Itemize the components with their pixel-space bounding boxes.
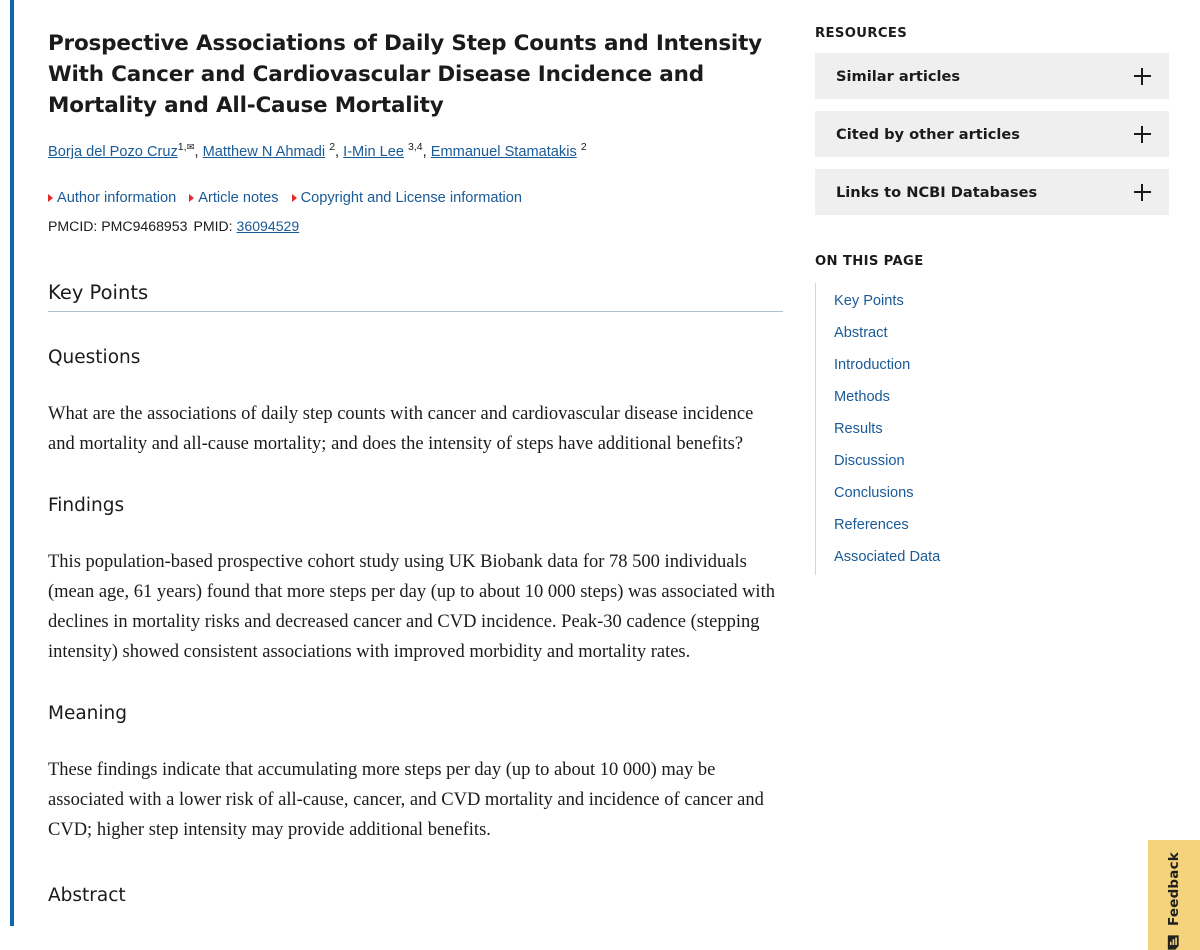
author-link[interactable]: I-Min Lee: [343, 144, 404, 160]
left-accent-rail: [10, 0, 14, 926]
resource-label: Links to NCBI Databases: [836, 183, 1038, 201]
article-identifiers: [48, 217, 784, 235]
author-affiliation-marker: 1,✉: [177, 141, 195, 154]
on-this-page-label: ON THIS PAGE: [815, 254, 924, 269]
author-link[interactable]: Borja del Pozo Cruz: [48, 144, 178, 160]
on-this-page-section: [815, 254, 1169, 575]
resource-similar-articles[interactable]: [815, 53, 1169, 99]
otp-item-methods[interactable]: Methods: [834, 389, 890, 405]
otp-item-references[interactable]: References: [834, 517, 909, 533]
main-content-column: [48, 0, 784, 906]
otp-item-introduction[interactable]: Introduction: [834, 357, 911, 373]
author-link[interactable]: Emmanuel Stamatakis: [430, 144, 577, 160]
author-affiliation-marker: 2: [329, 141, 336, 154]
on-this-page-nav: [815, 283, 1169, 575]
author-separator: ,: [335, 144, 344, 160]
author-affiliation-marker: 3,4: [408, 141, 423, 154]
sidebar: [815, 26, 1169, 575]
findings-heading: Findings: [48, 495, 125, 516]
triangle-right-icon: [48, 194, 53, 202]
plus-icon[interactable]: [1134, 126, 1151, 143]
questions-heading: Questions: [48, 347, 141, 368]
abstract-heading: Abstract: [48, 885, 126, 906]
meta-link-label[interactable]: Article notes: [198, 190, 279, 206]
envelope-icon: ✉: [186, 142, 195, 154]
author-list: [48, 142, 784, 162]
feedback-tab[interactable]: [1148, 840, 1200, 950]
findings-text: This population-based prospective cohort study using UK Biobank data for 78 500 individuals (mean age, 61 years) found that more steps per day (up to about 10 000 steps) was associated with declines in mortality risks and decreased cancer and CVD incidence. Peak-30 cadence (stepping intensity) showed consistent associations with improved morbidity and mortality rates.: [48, 552, 775, 662]
pmcid-label: PMCID:: [48, 218, 98, 234]
otp-item-discussion[interactable]: Discussion: [834, 453, 905, 469]
otp-item-results[interactable]: Results: [834, 421, 883, 437]
key-points-section: [48, 281, 784, 845]
resources-label: RESOURCES: [815, 26, 908, 41]
otp-item-conclusions[interactable]: Conclusions: [834, 485, 914, 501]
resource-cited-by-other-articles[interactable]: [815, 111, 1169, 157]
meaning-text: These findings indicate that accumulating more steps per day (up to about 10 000) may be associated with a lower risk of all-cause, cancer, and CVD mortality and incidence of cancer and CVD; higher step intensity may provide additional benefits.: [48, 760, 764, 840]
page-title: Prospective Associations of Daily Step Counts and Intensity With Cancer and Cardiovascular Disease Incidence and Mortality and All-Cause Mortality: [48, 31, 762, 118]
feedback-label: Feedback: [1166, 852, 1182, 927]
resource-label: Cited by other articles: [836, 125, 1020, 143]
meaning-heading: Meaning: [48, 703, 128, 724]
questions-text: What are the associations of daily step counts with cancer and cardiovascular disease incidence and mortality and all-cause mortality; and does the intensity of steps have additional benefits?: [48, 404, 754, 454]
meta-link-label[interactable]: Copyright and License information: [300, 190, 523, 206]
otp-item-associated-data[interactable]: Associated Data: [834, 549, 941, 565]
pmcid-value: PMC9468953: [101, 218, 188, 234]
triangle-right-icon: [292, 194, 297, 202]
bar-chart-icon: [1166, 935, 1183, 950]
author-link[interactable]: Matthew N Ahmadi: [202, 144, 326, 160]
otp-item-abstract[interactable]: Abstract: [834, 325, 888, 341]
meta-link-author-information[interactable]: [48, 189, 176, 207]
article-meta-links: [48, 189, 784, 207]
triangle-right-icon: [189, 194, 194, 202]
resource-links-to-ncbi-databases[interactable]: [815, 169, 1169, 215]
plus-icon[interactable]: [1134, 68, 1151, 85]
author-affiliation-marker: 2: [580, 141, 587, 154]
meta-link-copyright-license[interactable]: [292, 189, 522, 207]
otp-item-key-points[interactable]: Key Points: [834, 293, 904, 309]
pmid-label: PMID:: [193, 218, 233, 234]
key-points-heading: Key Points: [48, 281, 783, 312]
resource-label: Similar articles: [836, 67, 961, 85]
author-separator: ,: [422, 144, 431, 160]
meta-link-label[interactable]: Author information: [57, 190, 177, 206]
meta-link-article-notes[interactable]: [189, 189, 278, 207]
plus-icon[interactable]: [1134, 184, 1151, 201]
author-separator: ,: [194, 144, 203, 160]
pmid-link[interactable]: 36094529: [236, 218, 300, 234]
